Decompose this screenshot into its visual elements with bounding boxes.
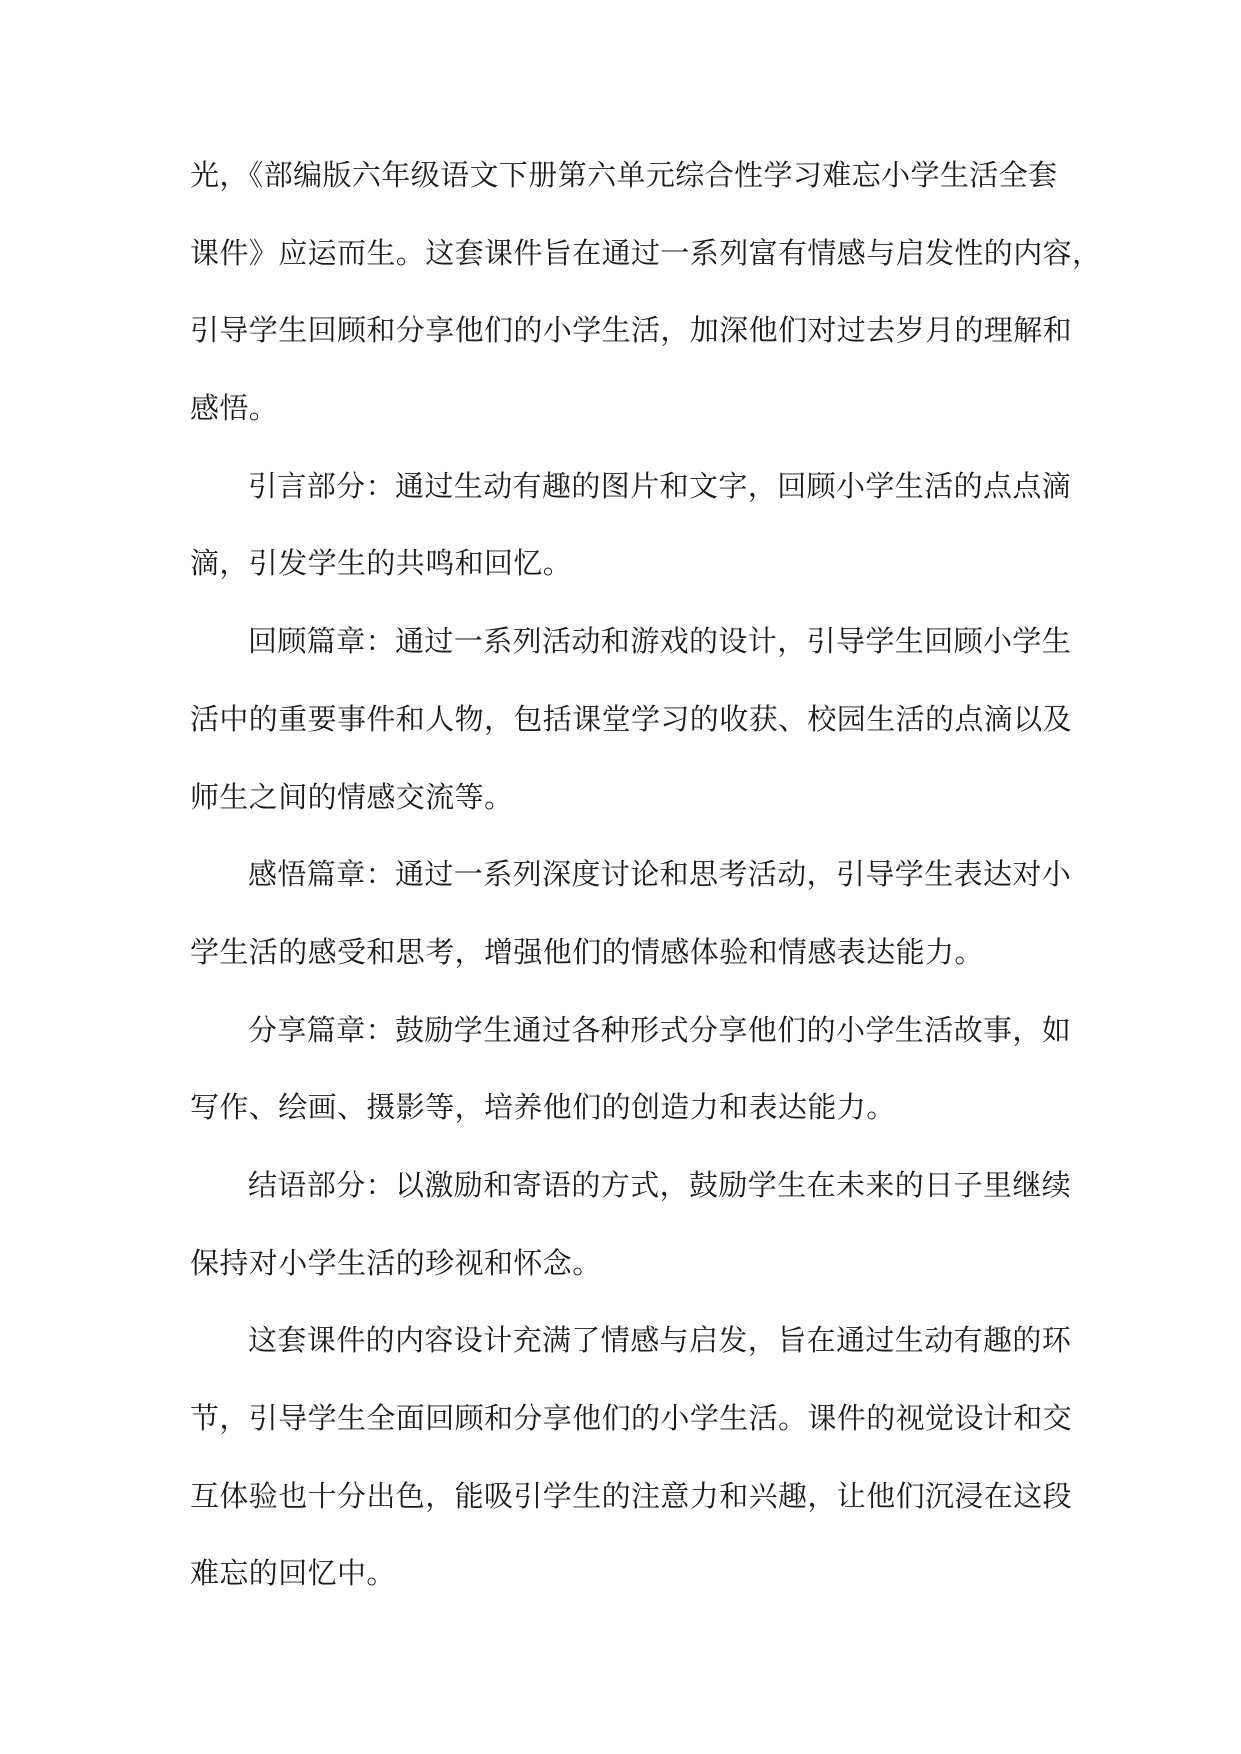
paragraph-sharing-chapter bbox=[190, 992, 1072, 1147]
text-line: 感悟。 bbox=[190, 391, 279, 426]
text-line: 活中的重要事件和人物，包括课堂学习的收获、校园生活的点滴以及 bbox=[190, 701, 1073, 736]
text-line: 引导学生回顾和分享他们的小学生活，加深他们对过去岁月的理解和 bbox=[190, 313, 1073, 348]
text-line: 结语部分：以激励和寄语的方式，鼓励学生在未来的日子里继续 bbox=[248, 1167, 1072, 1202]
paragraph-review-chapter bbox=[190, 603, 1073, 836]
document-body bbox=[190, 137, 1102, 1613]
text-line: 课件》应运而生。这套课件旨在通过一系列富有情感与启发性的内容， bbox=[190, 235, 1102, 270]
text-line: 引言部分：通过生动有趣的图片和文字，回顾小学生活的点点滴 bbox=[248, 468, 1072, 503]
text-line: 学生活的感受和思考，增强他们的情感体验和情感表达能力。 bbox=[190, 934, 984, 969]
text-line: 回顾篇章：通过一系列活动和游戏的设计，引导学生回顾小学生 bbox=[248, 624, 1072, 659]
text-line: 难忘的回忆中。 bbox=[190, 1556, 396, 1591]
text-line: 写作、绘画、摄影等，培养他们的创造力和表达能力。 bbox=[190, 1090, 896, 1125]
text-line: 节，引导学生全面回顾和分享他们的小学生活。课件的视觉设计和交 bbox=[190, 1401, 1073, 1435]
paragraph-reflection-chapter bbox=[190, 836, 1072, 991]
text-line: 光，《部编版六年级语文下册第六单元综合性学习难忘小学生活全套 bbox=[190, 158, 1058, 192]
paragraph-conclusion-section bbox=[190, 1147, 1072, 1302]
text-line: 这套课件的内容设计充满了情感与启发，旨在通过生动有趣的环 bbox=[248, 1323, 1072, 1358]
text-line: 滴，引发学生的共鸣和回忆。 bbox=[190, 546, 573, 581]
text-line: 分享篇章：鼓励学生通过各种形式分享他们的小学生活故事，如 bbox=[248, 1012, 1072, 1047]
text-line: 互体验也十分出色，能吸引学生的注意力和兴趣，让他们沉浸在这段 bbox=[190, 1478, 1073, 1513]
text-line: 感悟篇章：通过一系列深度讨论和思考活动，引导学生表达对小 bbox=[248, 857, 1072, 892]
paragraph-introduction-section bbox=[190, 448, 1072, 603]
paragraph-intro bbox=[190, 137, 1102, 448]
text-line: 保持对小学生活的珍视和怀念。 bbox=[190, 1245, 602, 1280]
text-line: 师生之间的情感交流等。 bbox=[190, 779, 514, 814]
paragraph-summary bbox=[190, 1302, 1073, 1613]
